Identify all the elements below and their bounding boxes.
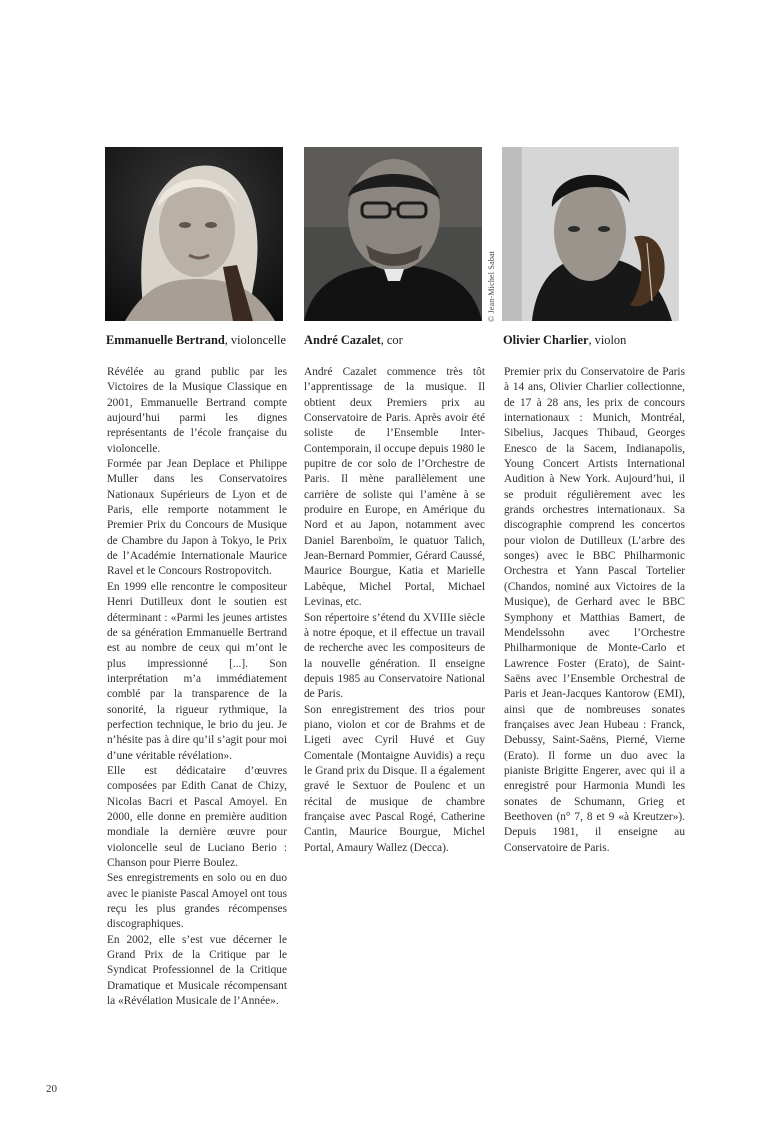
bio-paragraph: Formée par Jean Deplace et Philippe Muller dans les Conservatoires Nationaux Supérieurs de Lyon et de Paris, elle remporte notamment le Premier Prix du Concours de Musique de Chambre du Japon à Tokyo, le Prix de l’Académie Internationale Maurice Ravel et le Concours Rostropovitch. <box>107 458 287 578</box>
artist-name: Emmanuelle Bertrand <box>106 333 225 347</box>
page-number: 20 <box>46 1083 57 1095</box>
photo-credit: © Jean-Michel Sabat <box>487 250 496 322</box>
artist-name: André Cazalet <box>304 333 381 347</box>
bio-column-bertrand <box>107 365 287 1009</box>
photo-emmanuelle-bertrand <box>105 147 283 321</box>
artist-heading-3 <box>503 333 626 348</box>
bio-paragraph: Son répertoire s’étend du XVIIIe siècle à notre époque, et il effectue un travail de recherche avec les compositeurs de la nouvelle génération. Il enseigne depuis 1985 au Conservatoire National de Paris. <box>304 611 485 701</box>
artist-instrument: , violon <box>588 333 627 347</box>
artist-heading-1 <box>106 333 286 348</box>
artist-instrument: , cor <box>380 333 403 347</box>
bio-column-charlier <box>504 365 685 856</box>
bio-paragraph: Révélée au grand public par les Victoires de la Musique Classique en 2001, Emmanuelle Bertrand compte aujourd’hui parmi les dignes représentants de l’école française du violoncelle. <box>107 366 287 455</box>
artist-heading-2 <box>304 333 403 348</box>
bio-paragraph: En 2002, elle s’est vue décerner le Grand Prix de la Critique par le Syndicat Professionnel de la Critique Dramatique et Musicale récompensant la «Révélation Musicale de l’Année». <box>107 933 287 1008</box>
bio-paragraph: André Cazalet commence très tôt l’apprentissage de la musique. Il obtient deux Premiers prix au Conservatoire de Paris. Après avoir été soliste de l’Ensemble Inter-Contemporain, il occupe depuis 1980 le pupitre de cor solo de l’Orchestre de Paris. Il mène parallèlement une carrière de soliste qui l’amène à se produire en Europe, en Amérique du Nord et au Japon, notamment avec Daniel Barenboïm, le quatuor Talich, Jean-Bernard Pommier, Gérard Caussé, Maurice Bourgue, Katia et Marielle Labèque, Michel Portal, Michael Levinas, etc. <box>304 366 485 609</box>
bio-paragraph: En 1999 elle rencontre le compositeur Henri Dutilleux dont le soutien est déterminant : «Parmi les jeunes artistes de sa génération Emmanuelle Bertrand est au nombre de ceux qui m’ont le plus impressionné [...]. Son interprétation m’a immédiatement comblé par la transparence de la sonorité, la rigueur rythmique, la perfection technique, le brio du jeu. Je n’hésite pas à dire qu’il s’agit pour moi d’une véritable révélation». <box>107 580 287 762</box>
artist-name: Olivier Charlier <box>503 333 589 347</box>
bio-paragraph: Ses enregistrements en solo ou en duo avec le pianiste Pascal Amoyel ont tous reçu les plus grandes récompenses discographiques. <box>107 872 287 931</box>
photo-andre-cazalet <box>304 147 482 321</box>
bio-paragraph: Elle est dédicataire d’œuvres composées par Edith Canat de Chizy, Nicolas Bacri et Pascal Amoyel. En 2000, elle donne en première audition mondiale la dernière œuvre pour violoncelle seul de Luciano Berio : Chanson pour Pierre Boulez. <box>107 764 287 869</box>
bio-paragraph: Son enregistrement des trios pour piano, violon et cor de Brahms et de Ligeti avec Cyril Huvé et Guy Comentale (Montaigne Auvidis) a reçu le Grand prix du Disque. Il a également gravé le Sextuor de Poulenc et un récital de musique de chambre française avec Pascal Rogé, Catherine Cantin, Maurice Bourgue, Michel Portal, Amaury Wallez (Decca). <box>304 703 485 854</box>
artist-instrument: , violoncelle <box>224 333 286 347</box>
bio-column-cazalet <box>304 365 485 856</box>
photo-olivier-charlier <box>502 147 679 321</box>
bio-paragraph: Premier prix du Conservatoire de Paris à 14 ans, Olivier Charlier collectionne, de 17 à 28 ans, les prix de concours internationaux : Munich, Montréal, Sibelius, Jacques Thibaud, Georges Enesco de la Sacem, Indianapolis, Young Concert Artists International Audition à New York. Aujourd’hui, il se produit régulièrement avec les grands orchestres internationaux. Sa discographie comprend les concertos pour violon de Dutilleux (L’arbre des songes) avec le BBC Philharmonic Orchestra et Yann Pascal Tortelier (Chandos, nominé aux Victoires de la Musique), de Gerhard avec le BBC Symphony et Matthias Bamert, de Mendelssohn avec l’Orchestre Philharmonique de Monte-Carlo et Lawrence Foster (Erato), de Saint-Saëns avec l’Ensemble Orchestral de Paris et Jean-Jacques Kantorow (EMI), ainsi que de nombreuses sonates françaises avec Jean Hubeau : Franck, Debussy, Saint-Saëns, Pierné, Vierne (Erato). Il forme un duo avec la pianiste Brigitte Engerer, avec qui il a enregistré pour Harmonia Mundi les sonates de Schumann, Grieg et Beethoven (n° 7, 8 et 9 «à Kreutzer»). Depuis 1981, il enseigne au Conservatoire de Paris. <box>504 366 685 854</box>
